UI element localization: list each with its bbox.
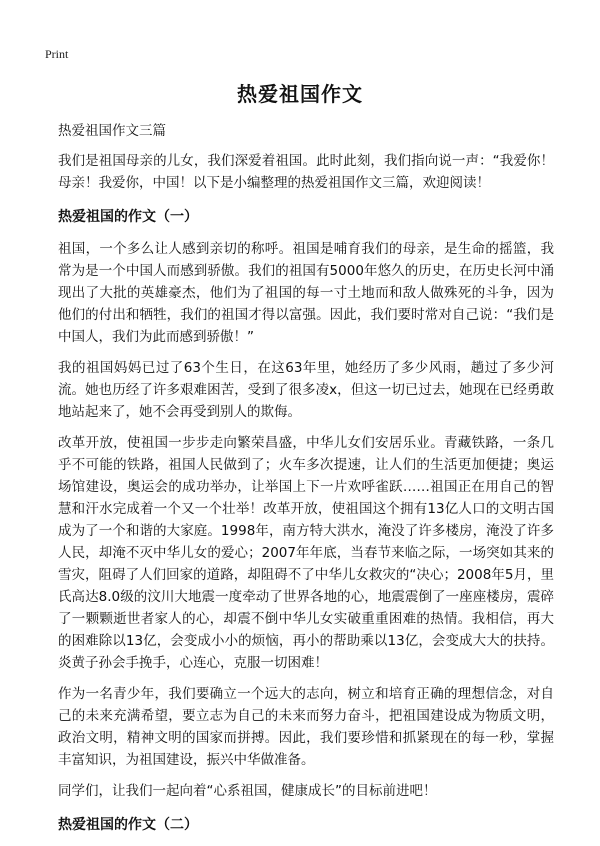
- article-subtitle: 热爱祖国作文三篇: [58, 123, 166, 139]
- print-link[interactable]: Print: [45, 47, 69, 61]
- article-body: [58, 120, 554, 846]
- intro-paragraph: 我们是祖国母亲的儿女，我们深爱着祖国。此时此刻，我们指向说一声：“我爱你！母亲！我爱你，中国！以下是小编整理的热爱祖国作文三篇，欢迎阅读！: [58, 153, 554, 191]
- paragraph: 我的祖国妈妈已过了63个生日，在这63年里，她经历了多少风雨，趟过了多少河流。她也历经了许多艰难困苦，受到了很多凌x，但这一切已过去，她现在已经勇敢地站起来了，她不会再受到别人的欺侮。: [58, 360, 554, 420]
- section-heading-1: 热爱祖国的作文（一）: [58, 209, 198, 225]
- section-heading-2: 热爱祖国的作文（二）: [58, 817, 198, 833]
- paragraph: 作为一名青少年，我们要确立一个远大的志向，树立和培育正确的理想信念，对自己的未来充满希望，要立志为自己的未来而努力奋斗，把祖国建设成为物质文明，政治文明，精神文明的国家而拼搏。因此，我们要珍惜和抓紧现在的每一秒，掌握丰富知识，为祖国建设，振兴中华做准备。: [58, 686, 554, 768]
- paragraph: 改革开放，使祖国一步步走向繁荣昌盛，中华儿女们安居乐业。青藏铁路，一条几乎不可能的铁路，祖国人民做到了；火车多次提速，让人们的生活更加便捷；奥运场馆建设，奥运会的成功举办，让举国上下一片欢呼雀跃……祖国正在用自己的智慧和汗水完成着一个又一个壮举！改革开放，使祖国这个拥有13亿人口的文明古国成为了一个和谐的大家庭。1998年，南方特大洪水，淹没了许多楼房，淹没了许多人民，却淹不灭中华儿女的爱心；2007年年底，当春节来临之际，一场突如其来的雪灾，阻碍了人们回家的道路，却阻碍不了中华儿女救灾的“决心；2008年5月，里氏高达8.0级的汶川大地震一度牵动了世界各地的心，地震震倒了一座座楼房，震碎了一颗颗逝世者家人的心，却震不倒中华儿女实破重重困难的热情。我相信，再大的困难除以13亿，会变成小小的烦恼，再小的帮助乘以13亿，会变成大大的扶持。炎黄子孙会手挽手，心连心，克服一切困难！: [58, 435, 554, 671]
- paragraph: 祖国，一个多么让人感到亲切的称呼。祖国是哺育我们的母亲，是生命的摇篮，我常为是一个中国人而感到骄傲。我们的祖国有5000年悠久的历史，在历史长河中涌现出了大批的英雄豪杰，他们为了祖国的每一寸土地而和敌人做殊死的斗争，因为他们的付出和牺牲，我们的祖国才得以富强。因此，我们要时常对自己说：“我们是中国人，我们为此而感到骄傲！”: [58, 241, 554, 345]
- paragraph: 同学们，让我们一起向着“心系祖国，健康成长”的目标前进吧！: [58, 783, 437, 799]
- page-title: 热爱祖国作文: [237, 82, 363, 106]
